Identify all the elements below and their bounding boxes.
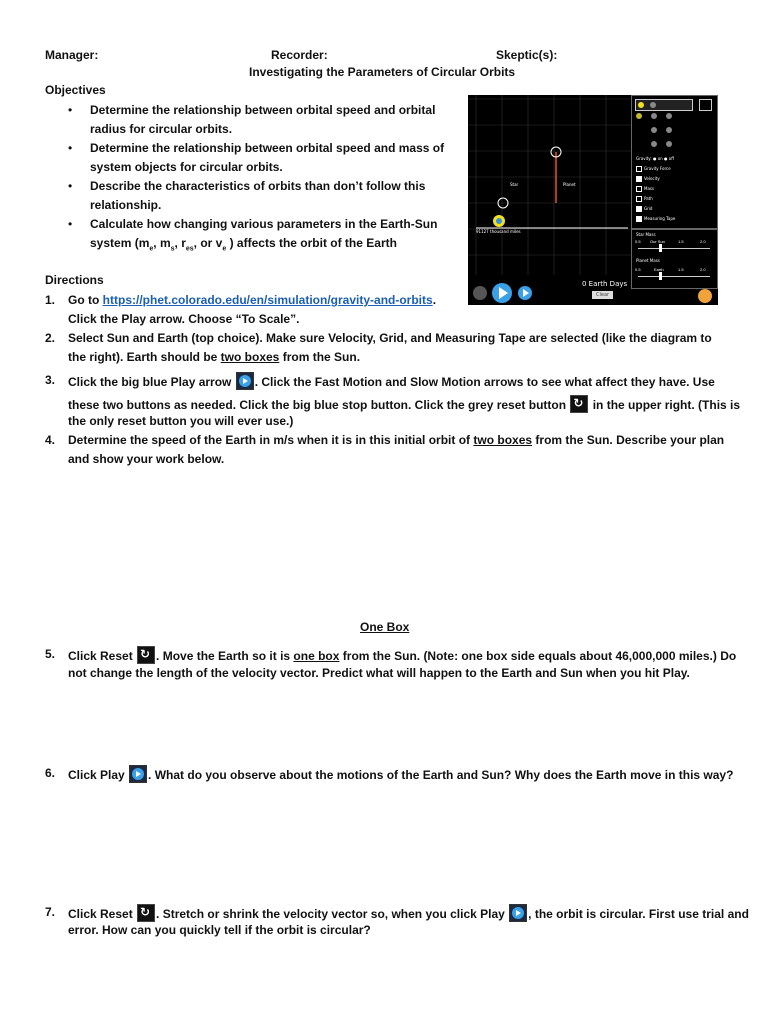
reset-icon bbox=[137, 904, 155, 922]
directions-heading: Directions bbox=[45, 273, 104, 287]
option-velocity[interactable]: Velocity bbox=[636, 176, 660, 182]
earth-icon bbox=[496, 218, 502, 224]
step4-line1: Determine the speed of the Earth in m/s when it is in this initial orbit of two boxes from the Sun. Describe your plan bbox=[68, 433, 725, 447]
star-mass-label: Star Mass bbox=[636, 232, 656, 237]
objective-1-line1: Determine the relationship between orbital speed and orbital bbox=[90, 103, 436, 117]
step-back-icon bbox=[473, 286, 487, 300]
objective-4-line1: Calculate how changing various parameters in the Earth-Sun bbox=[90, 217, 438, 231]
step6-line1: Click Play . What do you observe about the motions of the Earth and Sun? Why does the Earth move in this way? bbox=[68, 765, 733, 783]
reset-all-icon bbox=[698, 289, 712, 303]
step7-line1: Click Reset ↻. Stretch or shrink the velocity vector so, when you click Play , the orbit is circular. First use trial and bbox=[68, 904, 749, 922]
bullet-icon: • bbox=[68, 217, 73, 231]
planet-mass-slider[interactable] bbox=[638, 276, 710, 277]
star-label: Star bbox=[510, 182, 519, 187]
option-gravity-force[interactable]: Gravity Force bbox=[636, 166, 671, 172]
bullet-icon: • bbox=[68, 103, 73, 117]
reset-icon bbox=[570, 395, 588, 413]
option-grid[interactable]: Grid bbox=[636, 206, 652, 212]
play-icon bbox=[236, 372, 254, 390]
step2-line2: the right). Earth should be two boxes from the Sun. bbox=[68, 350, 361, 364]
mass-panel: Star Mass 0.5 Our Sun 1.5 2.0 Planet Mass 0.5 Earth 1.5 2.0 bbox=[631, 229, 718, 289]
step2-line1: Select Sun and Earth (top choice). Make sure Velocity, Grid, and Measuring Tape are selected (like the diagram to bbox=[68, 331, 712, 345]
scenario-selector[interactable] bbox=[635, 99, 693, 111]
phet-link[interactable]: https://phet.colorado.edu/en/simulation/gravity-and-orbits bbox=[102, 293, 433, 307]
moon-icon bbox=[650, 102, 656, 108]
bullet-icon: • bbox=[68, 141, 73, 155]
gravity-toggle[interactable]: Gravity: ● on ● off bbox=[636, 156, 674, 161]
step3-line1: Click the big blue Play arrow . Click the Fast Motion and Slow Motion arrows to see what affect they have. Use bbox=[68, 372, 715, 390]
step7-line2: error. How can you quickly tell if the orbit is circular? bbox=[68, 923, 371, 937]
bullet-icon: • bbox=[68, 179, 73, 193]
one-box-heading: One Box bbox=[360, 620, 410, 634]
planet-label: Planet bbox=[563, 182, 576, 187]
page-title: Investigating the Parameters of Circular Orbits bbox=[249, 65, 516, 79]
planet-mass-label: Planet Mass bbox=[636, 258, 660, 263]
reset-icon bbox=[137, 646, 155, 664]
objective-4-line2: system ($m_e$, $m_s$, $r_{es}$, or $v_e$ ) affects the orbit of the Earth bbox=[90, 236, 397, 253]
options-panel bbox=[631, 95, 718, 229]
checkbox[interactable] bbox=[636, 176, 642, 182]
slider-thumb[interactable] bbox=[659, 244, 662, 252]
manager-label: Manager: bbox=[45, 48, 99, 62]
objective-2-line1: Determine the relationship between orbital speed and mass of bbox=[90, 141, 445, 155]
elapsed-days: 0 Earth Days bbox=[582, 280, 628, 288]
objective-2-line2: system objects for circular orbits. bbox=[90, 160, 283, 174]
skeptic-label: Skeptic(s): bbox=[496, 48, 558, 62]
step3-line2: these two buttons as needed. Click the big blue stop button. Click the grey reset button ↻ in the upper right. (This is bbox=[68, 395, 740, 413]
checkbox[interactable] bbox=[636, 166, 642, 172]
sun-icon bbox=[638, 102, 644, 108]
simulation-screenshot bbox=[468, 95, 718, 305]
objective-1-line2: radius for circular orbits. bbox=[90, 122, 233, 136]
checkbox[interactable] bbox=[636, 196, 642, 202]
recorder-label: Recorder: bbox=[271, 48, 328, 62]
step4-line2: and show your work below. bbox=[68, 452, 225, 466]
option-measuring-tape[interactable]: Measuring Tape bbox=[636, 216, 675, 222]
checkbox[interactable] bbox=[636, 186, 642, 192]
step5-line2: not change the length of the velocity vector. Predict what will happen to the Earth and Sun when you hit Play. bbox=[68, 666, 690, 680]
tape-readout: 91127 thousand miles bbox=[476, 229, 521, 234]
objectives-heading: Objectives bbox=[45, 83, 106, 97]
option-mass[interactable]: Mass bbox=[636, 186, 654, 192]
checkbox[interactable] bbox=[636, 206, 642, 212]
checkbox[interactable] bbox=[636, 216, 642, 222]
play-icon bbox=[509, 904, 527, 922]
objective-3-line2: relationship. bbox=[90, 198, 162, 212]
play-icon bbox=[129, 765, 147, 783]
option-path[interactable]: Path bbox=[636, 196, 653, 202]
step1-line2: Click the Play arrow. Choose “To Scale”. bbox=[68, 312, 300, 326]
step5-line1: Click Reset ↻. Move the Earth so it is one box from the Sun. (Note: one box side equals about 46,000,000 miles.) Do bbox=[68, 646, 736, 664]
step3-line3: the only reset button you will ever use.) bbox=[68, 414, 294, 428]
clear-button[interactable]: Clear bbox=[592, 291, 613, 299]
slider-thumb[interactable] bbox=[659, 272, 662, 280]
objective-3-line1: Describe the characteristics of orbits than don’t follow this bbox=[90, 179, 426, 193]
step1-line1: Go to https://phet.colorado.edu/en/simulation/gravity-and-orbits. bbox=[68, 293, 437, 307]
star-mass-slider[interactable] bbox=[638, 248, 710, 249]
reset-icon[interactable] bbox=[699, 99, 712, 111]
